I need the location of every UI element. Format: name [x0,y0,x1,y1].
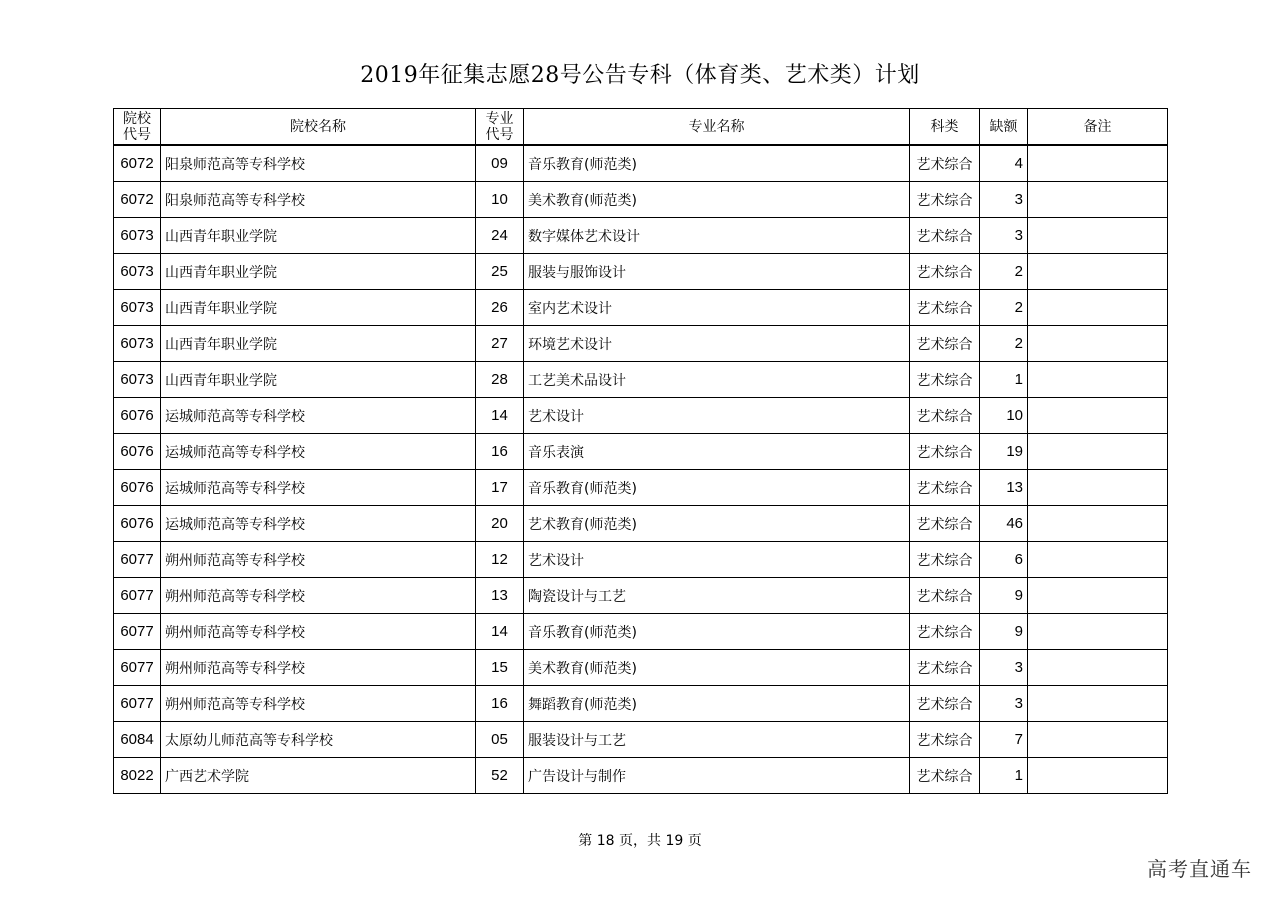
school-name-cell: 太原幼儿师范高等专科学校 [161,722,476,758]
remarks-cell [1028,578,1168,614]
table-row [114,254,1168,290]
remarks-cell [1028,398,1168,434]
table-row [114,506,1168,542]
school-code-cell: 6077 [114,686,161,722]
school-code-cell: 6076 [114,398,161,434]
table-row [114,290,1168,326]
header-category: 科类 [910,109,980,146]
table-row [114,578,1168,614]
category-cell: 艺术综合 [910,254,980,290]
school-name-cell: 山西青年职业学院 [161,290,476,326]
major-code-cell: 16 [476,686,524,722]
table-row [114,398,1168,434]
category-cell: 艺术综合 [910,578,980,614]
major-name-cell: 美术教育(师范类) [524,650,910,686]
header-major-code: 专业 代号 [476,109,524,146]
school-name-cell: 朔州师范高等专科学校 [161,578,476,614]
category-cell: 艺术综合 [910,506,980,542]
category-cell: 艺术综合 [910,434,980,470]
remarks-cell [1028,182,1168,218]
table-row [114,434,1168,470]
header-remarks: 备注 [1028,109,1168,146]
school-name-cell: 广西艺术学院 [161,758,476,794]
major-name-cell: 室内艺术设计 [524,290,910,326]
school-code-cell: 6073 [114,362,161,398]
school-name-cell: 运城师范高等专科学校 [161,434,476,470]
vacancies-cell: 13 [980,470,1028,506]
remarks-cell [1028,326,1168,362]
major-code-cell: 28 [476,362,524,398]
major-code-cell: 24 [476,218,524,254]
vacancies-cell: 6 [980,542,1028,578]
major-name-cell: 舞蹈教育(师范类) [524,686,910,722]
school-name-cell: 山西青年职业学院 [161,218,476,254]
vacancies-cell: 10 [980,398,1028,434]
major-name-cell: 音乐教育(师范类) [524,145,910,182]
remarks-cell [1028,254,1168,290]
vacancies-cell: 9 [980,614,1028,650]
school-name-cell: 阳泉师范高等专科学校 [161,145,476,182]
vacancies-cell: 7 [980,722,1028,758]
category-cell: 艺术综合 [910,470,980,506]
school-code-cell: 6073 [114,254,161,290]
header-school-code: 院校 代号 [114,109,161,146]
remarks-cell [1028,470,1168,506]
vacancies-cell: 19 [980,434,1028,470]
category-cell: 艺术综合 [910,145,980,182]
vacancies-cell: 1 [980,758,1028,794]
major-code-cell: 14 [476,398,524,434]
major-code-cell: 26 [476,290,524,326]
school-name-cell: 朔州师范高等专科学校 [161,614,476,650]
school-name-cell: 朔州师范高等专科学校 [161,542,476,578]
vacancies-cell: 2 [980,326,1028,362]
school-code-cell: 6077 [114,542,161,578]
major-code-cell: 52 [476,758,524,794]
table-row [114,542,1168,578]
school-name-cell: 朔州师范高等专科学校 [161,686,476,722]
school-code-cell: 6073 [114,218,161,254]
major-code-cell: 12 [476,542,524,578]
major-name-cell: 环境艺术设计 [524,326,910,362]
school-code-cell: 6073 [114,326,161,362]
major-name-cell: 服装与服饰设计 [524,254,910,290]
category-cell: 艺术综合 [910,650,980,686]
remarks-cell [1028,218,1168,254]
category-cell: 艺术综合 [910,362,980,398]
table-row [114,758,1168,794]
major-name-cell: 艺术设计 [524,398,910,434]
major-code-cell: 15 [476,650,524,686]
remarks-cell [1028,722,1168,758]
major-code-cell: 14 [476,614,524,650]
major-code-cell: 09 [476,145,524,182]
major-name-cell: 美术教育(师范类) [524,182,910,218]
page-title: 2019年征集志愿28号公告专科（体育类、艺术类）计划 [360,63,920,88]
school-code-cell: 6076 [114,434,161,470]
vacancies-cell: 2 [980,254,1028,290]
header-vacancies: 缺额 [980,109,1028,146]
vacancies-cell: 2 [980,290,1028,326]
vacancies-cell: 3 [980,650,1028,686]
major-name-cell: 艺术设计 [524,542,910,578]
table-row [114,218,1168,254]
school-code-cell: 6077 [114,578,161,614]
table-row [114,650,1168,686]
school-name-cell: 运城师范高等专科学校 [161,470,476,506]
category-cell: 艺术综合 [910,182,980,218]
major-code-cell: 17 [476,470,524,506]
watermark: 高考直通车 [1147,857,1252,881]
category-cell: 艺术综合 [910,686,980,722]
major-code-cell: 16 [476,434,524,470]
school-code-cell: 6084 [114,722,161,758]
header-school-name: 院校名称 [161,109,476,146]
remarks-cell [1028,290,1168,326]
major-code-cell: 27 [476,326,524,362]
school-name-cell: 山西青年职业学院 [161,362,476,398]
remarks-cell [1028,686,1168,722]
major-name-cell: 数字媒体艺术设计 [524,218,910,254]
remarks-cell [1028,758,1168,794]
remarks-cell [1028,506,1168,542]
category-cell: 艺术综合 [910,218,980,254]
remarks-cell [1028,542,1168,578]
category-cell: 艺术综合 [910,614,980,650]
table-row [114,145,1168,182]
major-code-cell: 20 [476,506,524,542]
school-name-cell: 运城师范高等专科学校 [161,506,476,542]
major-name-cell: 艺术教育(师范类) [524,506,910,542]
school-name-cell: 运城师范高等专科学校 [161,398,476,434]
school-code-cell: 6073 [114,290,161,326]
table-header [114,109,1168,146]
school-code-cell: 8022 [114,758,161,794]
remarks-cell [1028,362,1168,398]
major-name-cell: 音乐教育(师范类) [524,470,910,506]
major-name-cell: 陶瓷设计与工艺 [524,578,910,614]
table-row [114,362,1168,398]
major-code-cell: 13 [476,578,524,614]
major-name-cell: 音乐表演 [524,434,910,470]
category-cell: 艺术综合 [910,326,980,362]
school-name-cell: 山西青年职业学院 [161,254,476,290]
major-name-cell: 服装设计与工艺 [524,722,910,758]
major-code-cell: 05 [476,722,524,758]
vacancies-cell: 4 [980,145,1028,182]
category-cell: 艺术综合 [910,398,980,434]
table-row [114,470,1168,506]
table-row [114,182,1168,218]
table-row [114,722,1168,758]
major-name-cell: 广告设计与制作 [524,758,910,794]
vacancies-cell: 9 [980,578,1028,614]
remarks-cell [1028,145,1168,182]
school-code-cell: 6076 [114,506,161,542]
page-number: 第 18 页，共 19 页 [578,833,702,849]
category-cell: 艺术综合 [910,542,980,578]
table-row [114,326,1168,362]
school-name-cell: 山西青年职业学院 [161,326,476,362]
school-name-cell: 朔州师范高等专科学校 [161,650,476,686]
school-name-cell: 阳泉师范高等专科学校 [161,182,476,218]
remarks-cell [1028,650,1168,686]
table-row [114,614,1168,650]
table-body [114,145,1168,794]
major-code-cell: 10 [476,182,524,218]
vacancies-cell: 1 [980,362,1028,398]
school-code-cell: 6077 [114,614,161,650]
school-code-cell: 6077 [114,650,161,686]
major-name-cell: 工艺美术品设计 [524,362,910,398]
vacancies-cell: 3 [980,686,1028,722]
enrollment-plan-table [113,108,1168,794]
remarks-cell [1028,434,1168,470]
school-code-cell: 6076 [114,470,161,506]
category-cell: 艺术综合 [910,290,980,326]
remarks-cell [1028,614,1168,650]
major-name-cell: 音乐教育(师范类) [524,614,910,650]
school-code-cell: 6072 [114,145,161,182]
vacancies-cell: 46 [980,506,1028,542]
vacancies-cell: 3 [980,182,1028,218]
vacancies-cell: 3 [980,218,1028,254]
category-cell: 艺术综合 [910,722,980,758]
major-code-cell: 25 [476,254,524,290]
header-major-name: 专业名称 [524,109,910,146]
school-code-cell: 6072 [114,182,161,218]
table-row [114,686,1168,722]
category-cell: 艺术综合 [910,758,980,794]
